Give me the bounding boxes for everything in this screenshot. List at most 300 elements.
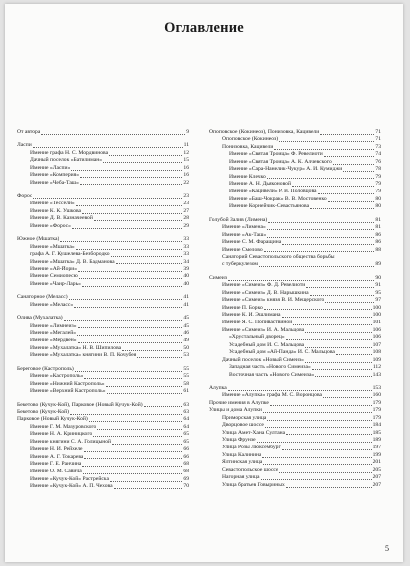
dot-leader <box>267 229 375 230</box>
toc-entry <box>17 244 189 251</box>
dot-leader <box>33 147 183 148</box>
toc-entry-title: Имение «Святая Троица» Ф. Ревелиоти <box>229 151 323 158</box>
dot-leader <box>71 170 182 171</box>
toc-entry-page: 86 <box>375 231 381 238</box>
toc-entry <box>17 409 189 416</box>
dot-leader <box>264 309 372 310</box>
dot-leader <box>112 444 182 445</box>
toc-entry-title: Имение «Мердвен» <box>30 337 77 344</box>
dot-leader <box>60 241 182 242</box>
dot-leader <box>114 488 183 489</box>
dot-leader <box>279 141 374 142</box>
toc-entry-title: Ласпи <box>17 142 32 149</box>
toc-entry <box>17 180 189 187</box>
toc-entry <box>17 193 189 200</box>
toc-entry-title: Имение Семиопесю <box>30 273 78 280</box>
toc-entry <box>209 282 381 289</box>
toc-entry-title: Симеиз <box>209 274 227 281</box>
toc-entry-page: 58 <box>183 380 189 387</box>
toc-entry-title: Приморская улица <box>222 414 267 421</box>
toc-entry <box>17 345 189 352</box>
toc-entry-page: 27 <box>183 207 189 214</box>
toc-entry-title: Бекетово (Кучук-Кой) <box>17 409 69 415</box>
toc-entry-page: 33 <box>183 243 189 250</box>
dot-leader <box>279 472 371 473</box>
dot-leader <box>97 429 182 430</box>
toc-entry-page: 65 <box>183 431 189 438</box>
toc-entry-title: Имение «Комперия» <box>30 172 80 179</box>
toc-entry-page: 68 <box>183 461 189 468</box>
dot-leader <box>80 177 182 178</box>
toc-entry <box>209 385 381 392</box>
toc-entry-title: Дачный поселок «Батилиман» <box>30 157 103 164</box>
toc-left-column <box>17 129 189 491</box>
toc-entry <box>17 424 189 431</box>
toc-entry-title: Опоповское (Кокинеоз), Понизовка, Кацивели <box>209 129 320 135</box>
toc-entry <box>209 290 381 297</box>
toc-entry <box>17 323 189 330</box>
toc-entry-page: 199 <box>372 451 381 458</box>
dot-leader <box>84 378 182 379</box>
toc-entry-page: 34 <box>183 258 189 265</box>
toc-entry-title: От автора <box>17 129 41 135</box>
dot-leader <box>312 369 372 370</box>
toc-entry-title: Нагорная улица <box>222 474 260 481</box>
dot-leader <box>79 278 183 279</box>
dot-leader <box>77 335 182 336</box>
dot-leader <box>116 263 183 264</box>
toc-entry <box>209 372 381 379</box>
toc-entry-title: «Хрустальный дворец» <box>229 334 285 341</box>
dot-leader <box>267 237 374 238</box>
dot-leader <box>333 164 375 165</box>
dot-leader <box>267 420 371 421</box>
dot-leader <box>310 208 374 209</box>
toc-entry <box>209 430 381 437</box>
toc-entry <box>17 381 189 388</box>
dot-leader <box>84 458 182 459</box>
toc-entry <box>209 297 381 304</box>
toc-entry-page: 66 <box>183 453 189 460</box>
toc-entry-page: 16 <box>183 172 189 179</box>
toc-entry-title: Имение «Тессели» <box>30 200 75 207</box>
toc-entry <box>17 208 189 215</box>
toc-entry <box>209 224 381 231</box>
toc-entry <box>17 338 189 345</box>
toc-entry <box>209 166 381 173</box>
dot-leader <box>111 256 183 257</box>
toc-entry <box>209 181 381 188</box>
toc-entry-title: Имение «Кучук-Кой» Растрейска <box>30 475 109 482</box>
toc-entry-title: Понизовка, Кацивели <box>222 143 274 150</box>
dot-leader <box>274 149 374 150</box>
toc-entry <box>17 223 189 230</box>
toc-entry-page: 106 <box>372 326 381 333</box>
toc-entry <box>17 281 189 288</box>
toc-entry-title: Усадебный дом И. С. Мальцова <box>229 341 305 348</box>
toc-entry-page: 207 <box>372 474 381 481</box>
toc-entry <box>17 483 189 490</box>
toc-entry <box>17 469 189 476</box>
toc-entry-title: Имение «Симеиз» Д. В. Нарышкина <box>222 289 309 296</box>
dot-leader <box>267 178 375 179</box>
toc-entry <box>17 388 189 395</box>
toc-entry <box>209 467 381 474</box>
dot-leader <box>325 302 374 303</box>
toc-entry-page: 49 <box>183 337 189 344</box>
toc-entry-title: Опоповское (Кокинеоз) <box>222 136 279 143</box>
toc-entry <box>209 400 381 407</box>
toc-entry <box>209 407 381 414</box>
toc-entry-page: 68 <box>183 468 189 475</box>
toc-entry-title: Голубой Залив (Лимена) <box>209 216 268 223</box>
toc-entry-title: Имение К. К. Ушкова <box>30 207 82 214</box>
dot-leader <box>74 307 182 308</box>
toc-entry <box>17 373 189 380</box>
dot-leader <box>76 205 183 206</box>
toc-entry-page: 91 <box>375 282 381 289</box>
toc-entry-title: Имение «Лимена» <box>222 224 266 231</box>
dot-leader <box>109 155 182 156</box>
toc-entry <box>17 172 189 179</box>
toc-entry-page: 50 <box>183 344 189 351</box>
toc-entry-title: Дачный поселок «Новый Симеиз» <box>222 356 304 363</box>
dot-leader <box>257 442 372 443</box>
toc-entry-page: 41 <box>183 301 189 308</box>
toc-entry <box>209 129 381 136</box>
toc-entry-page: 80 <box>375 195 381 202</box>
toc-entry <box>209 136 381 143</box>
toc-entry-title: Имение «Симеиз» Ф. Д. Ревелиоти <box>222 282 306 289</box>
toc-entry <box>17 129 189 136</box>
toc-entry <box>17 476 189 483</box>
toc-entry-title: Имение Я. С. Попиваствиной <box>222 319 293 326</box>
toc-entry-title: Имение Корнейчик-Севастьянова <box>229 203 310 210</box>
toc-entry-page: 73 <box>375 143 381 150</box>
toc-entry <box>209 342 381 349</box>
dot-leader <box>78 327 183 328</box>
toc-entry <box>209 217 381 224</box>
toc-entry-page: 197 <box>372 444 381 451</box>
toc-entry-page: 184 <box>372 422 381 429</box>
toc-entry-page: 100 <box>372 304 381 311</box>
toc-entry <box>17 251 189 258</box>
dot-leader <box>144 406 183 407</box>
dot-leader <box>323 397 372 398</box>
dot-leader <box>106 386 183 387</box>
toc-entry-page: 64 <box>183 416 189 423</box>
toc-entry-page: 205 <box>372 466 381 473</box>
toc-entry-title: Прочие имения в Алупке <box>209 399 269 406</box>
toc-entry-page: 80 <box>375 203 381 210</box>
toc-entry-page: 108 <box>372 349 381 356</box>
toc-entry-title: Улица братьев Говыриных <box>222 481 285 488</box>
dot-leader <box>83 473 183 474</box>
toc-entry-title: Имение С. М. Фаращина <box>222 239 282 246</box>
page-title: Оглавление <box>164 20 244 36</box>
toc-entry-page: 45 <box>183 322 189 329</box>
toc-entry <box>209 415 381 422</box>
toc-entry <box>209 261 381 268</box>
toc-entry <box>17 352 189 359</box>
dot-leader <box>107 393 183 394</box>
dot-leader <box>264 251 375 252</box>
toc-entry-title: Имение «Чеба-Таш» <box>30 179 79 186</box>
dot-leader <box>263 464 371 465</box>
dot-leader <box>93 436 182 437</box>
toc-entry <box>17 142 189 149</box>
dot-leader <box>305 332 371 333</box>
toc-entry <box>209 151 381 158</box>
toc-entry-title: Имение «Симеиз» И. А. Мальцова <box>222 326 305 333</box>
dot-leader <box>343 171 374 172</box>
toc-entry-page: 9 <box>186 129 189 135</box>
toc-entry <box>209 392 381 399</box>
toc-entry-page: 179 <box>372 407 381 414</box>
toc-entry-title: Имение «Нижний Кастрополь» <box>30 380 105 387</box>
dot-leader <box>306 287 374 288</box>
toc-entry <box>209 174 381 181</box>
toc-entry <box>209 474 381 481</box>
toc-entry <box>17 431 189 438</box>
toc-entry-title: Имение графа Н. С. Мордвинова <box>30 149 109 156</box>
toc-entry <box>209 203 381 210</box>
toc-entry-page: 100 <box>372 312 381 319</box>
toc-entry <box>209 254 381 261</box>
dot-leader <box>292 186 374 187</box>
toc-entry-page: 55 <box>183 373 189 380</box>
dot-leader <box>263 412 372 413</box>
toc-entry-page: 33 <box>183 236 189 243</box>
toc-entry-page: 179 <box>372 414 381 421</box>
toc-entry-title: Имение «Святая Троица» А. К. Алчевского <box>229 158 332 165</box>
dot-leader <box>282 449 372 450</box>
toc-entry-page: 76 <box>375 158 381 165</box>
dot-leader <box>82 466 182 467</box>
toc-entry <box>17 273 189 280</box>
toc-entry-page: 201 <box>372 459 381 466</box>
toc-entry-title: Севастопольское шоссе <box>222 466 279 473</box>
toc-entry-title: Дворцовое шоссе <box>222 422 264 429</box>
toc-entry-title: Имение «Мухалатка» Н. В. Шипилова <box>30 344 122 351</box>
dot-leader <box>64 320 183 321</box>
toc-entry <box>209 144 381 151</box>
toc-entry-page: 61 <box>183 388 189 395</box>
toc-entry <box>17 439 189 446</box>
toc-entry-page: 101 <box>372 319 381 326</box>
dot-leader <box>262 457 371 458</box>
toc-entry <box>209 445 381 452</box>
toc-entry <box>209 275 381 282</box>
dot-leader <box>76 249 183 250</box>
toc-entry-title: Имение Клечко <box>229 173 266 180</box>
toc-entry-page: 53 <box>183 352 189 359</box>
toc-entry <box>209 159 381 166</box>
toc-entry-page: 46 <box>183 330 189 337</box>
toc-entry-page: 112 <box>372 364 381 371</box>
dot-leader <box>305 347 371 348</box>
toc-entry <box>17 259 189 266</box>
toc-entry-page: 65 <box>183 438 189 445</box>
dot-leader <box>103 162 182 163</box>
toc-entry <box>17 302 189 309</box>
dot-leader <box>70 414 182 415</box>
dot-leader <box>305 362 372 363</box>
toc-entry <box>17 165 189 172</box>
toc-entry-title: Имение княгини С. А. Голицыной <box>30 438 112 445</box>
toc-entry-page: 11 <box>183 142 189 149</box>
toc-entry <box>17 266 189 273</box>
toc-entry-title: Имение А. Г. Токарева <box>30 453 84 460</box>
toc-entry <box>17 236 189 243</box>
toc-entry-title: Имение «Кастрополь» <box>30 373 84 380</box>
toc-entry-title: Восточная часть «Нового Симеиза» <box>229 371 315 378</box>
dot-leader <box>122 350 182 351</box>
dot-leader <box>336 354 372 355</box>
toc-entry-title: Имение О. М. Савича <box>30 468 82 475</box>
toc-entry-title: Имение «Ай-Йори» <box>30 266 78 272</box>
toc-entry-title: Имение К. И. Эшлимана <box>222 312 281 319</box>
toc-entry <box>209 357 381 364</box>
toc-entry-title: Олива (Мухалатка) <box>17 315 63 322</box>
dot-leader <box>41 134 185 135</box>
dot-leader <box>80 184 183 185</box>
toc-entry-page: 109 <box>372 356 381 363</box>
toc-entry <box>209 482 381 489</box>
toc-entry <box>209 422 381 429</box>
toc-entry-title: Имение Н. А. Криницкого <box>30 431 93 438</box>
toc-entry-title: Имение «Верхний Кастрополь» <box>30 388 106 395</box>
toc-entry-page: 79 <box>375 188 381 195</box>
toc-entry-title: Имение «Симеиз» князя В. И. Мещерского <box>222 297 325 304</box>
dot-leader <box>228 390 372 391</box>
toc-entry-title: Имение «Форос» <box>30 222 71 229</box>
toc-entry-page: 40 <box>183 273 189 280</box>
toc-entry-title: Имение Г. М. Мазуровского <box>30 423 97 430</box>
toc-entry-title: Имение «Сара-Нанелик-Чукур» А. И. Кумиджи <box>229 166 343 173</box>
toc-entry-title: Улицы и дома Алупки <box>209 407 262 414</box>
dot-leader <box>69 299 183 300</box>
toc-entry-page: 81 <box>375 224 381 231</box>
toc-entry-page: 207 <box>372 481 381 488</box>
toc-entry <box>209 232 381 239</box>
toc-entry-page: 16 <box>183 164 189 171</box>
toc-entry-page: 79 <box>375 173 381 180</box>
toc-entry-page: 78 <box>375 166 381 173</box>
toc-entry-title: Парковое (Новый Кучук-Кой) <box>17 416 88 423</box>
toc-entry-page: 89 <box>375 261 381 268</box>
toc-entry <box>209 196 381 203</box>
toc-right-column <box>209 129 381 489</box>
toc-entry-page: 71 <box>375 136 381 143</box>
toc-entry-page: 106 <box>372 334 381 341</box>
dot-leader <box>268 222 374 223</box>
toc-entry <box>209 349 381 356</box>
book-page <box>5 4 403 562</box>
toc-entry-title: графа А. Г. Кушелева-Безбородко <box>30 251 110 258</box>
toc-entry-title: с туберкулезом <box>222 261 258 268</box>
toc-entry-page: 66 <box>183 446 189 453</box>
toc-entry-page: 189 <box>372 437 381 444</box>
toc-entry-title: Имение «Чаир-Ларь» <box>30 280 81 287</box>
toc-entry-title: Южное (Мшатка) <box>17 236 60 243</box>
toc-entry-title: Улица Амет-Хана Султана <box>222 429 286 436</box>
dot-leader <box>84 451 183 452</box>
toc-entry <box>17 215 189 222</box>
dot-leader <box>78 342 183 343</box>
toc-entry-page: 63 <box>183 401 189 408</box>
toc-entry-title: Имение А. Н. Дьяконовой <box>229 181 291 188</box>
toc-entry <box>209 437 381 444</box>
dot-leader <box>318 193 375 194</box>
toc-entry-page: 22 <box>183 179 189 186</box>
toc-entry-page: 29 <box>183 222 189 229</box>
toc-entry-title: Имение «Мухалатка» княгини В. П. Кочубея <box>30 352 137 359</box>
dot-leader <box>75 371 183 372</box>
toc-entry <box>209 452 381 459</box>
toc-entry <box>17 454 189 461</box>
toc-entry-title: Западная часть «Нового Симеиза» <box>229 364 311 371</box>
toc-entry-title: Имение «Кацивели» Р. В. Половцова <box>229 188 317 195</box>
toc-entry-page: 179 <box>372 399 381 406</box>
toc-entry-title: Санаторное (Меласс) <box>17 294 68 301</box>
toc-entry <box>209 459 381 466</box>
toc-entry-title: Имение «Мшатка» <box>30 243 75 250</box>
toc-entry-page: 88 <box>375 246 381 253</box>
dot-leader <box>293 324 371 325</box>
toc-entry-page: 15 <box>183 157 189 164</box>
toc-entry <box>17 330 189 337</box>
toc-entry-page: 107 <box>372 341 381 348</box>
toc-entry-page: 160 <box>372 392 381 399</box>
toc-entry-page: 69 <box>183 475 189 482</box>
dot-leader <box>270 405 372 406</box>
toc-entry-page: 64 <box>183 423 189 430</box>
dot-leader <box>259 266 374 267</box>
toc-entry-page: 33 <box>183 251 189 258</box>
toc-entry-title: Имение Смелово <box>222 246 263 253</box>
toc-entry-page: 28 <box>183 215 189 222</box>
toc-entry <box>209 247 381 254</box>
toc-entry <box>209 189 381 196</box>
toc-entry-title: Имение «Алупка» графа М. С. Воронцова <box>222 392 322 399</box>
dot-leader <box>82 286 182 287</box>
toc-entry-page: 39 <box>183 266 189 272</box>
toc-entry-page: 97 <box>375 297 381 304</box>
toc-entry-page: 143 <box>372 371 381 378</box>
toc-entry-page: 185 <box>372 429 381 436</box>
dot-leader <box>94 220 183 221</box>
dot-leader <box>328 201 375 202</box>
dot-leader <box>72 228 182 229</box>
toc-entry-title: Имение «Ласпи» <box>30 164 71 171</box>
toc-entry <box>17 201 189 208</box>
toc-entry-page: 90 <box>375 274 381 281</box>
dot-leader <box>228 280 374 281</box>
toc-entry <box>17 315 189 322</box>
toc-entry-title: Имение «Меласс» <box>30 301 74 308</box>
toc-entry-page: 86 <box>375 239 381 246</box>
toc-entry-title: Усадебный дом «Ай-Панда» И. С. Мальцова <box>229 349 335 356</box>
toc-entry <box>17 294 189 301</box>
toc-entry-title: Имение «Мшатка» Д. В. Бадманова <box>30 258 115 265</box>
toc-entry <box>209 312 381 319</box>
dot-leader <box>78 271 182 272</box>
toc-entry-page: 12 <box>183 149 189 156</box>
toc-entry-page: 95 <box>375 289 381 296</box>
dot-leader <box>324 156 375 157</box>
toc-entry-page: 63 <box>183 409 189 415</box>
